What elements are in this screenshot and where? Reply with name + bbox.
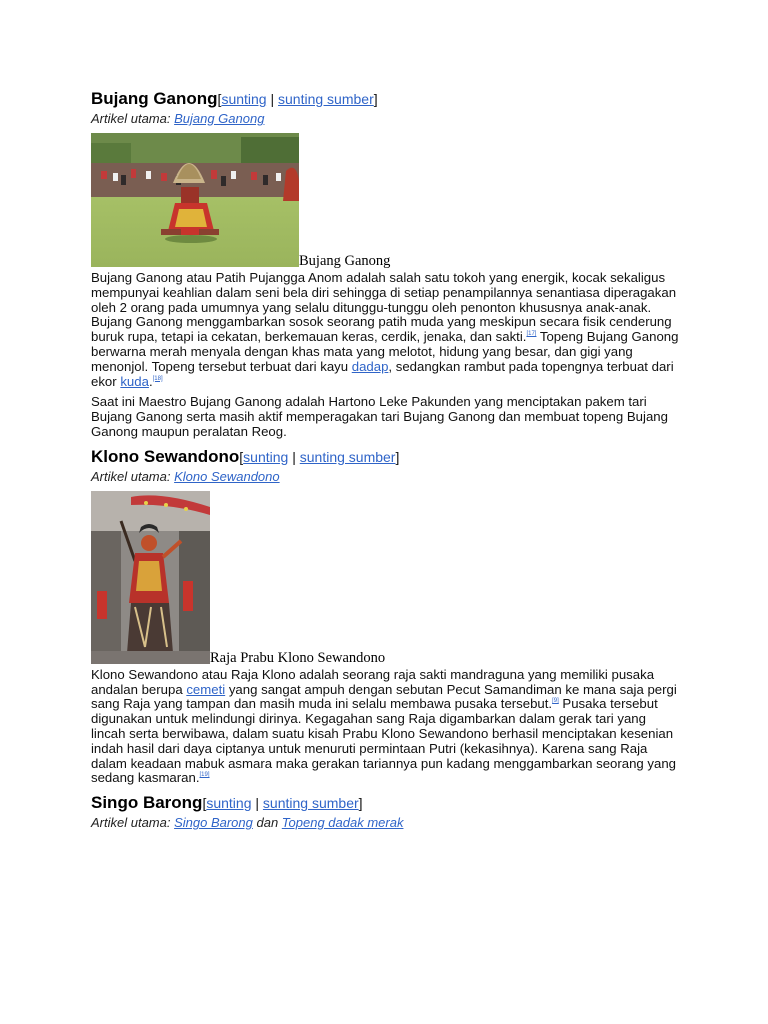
reference-link[interactable]: [17] <box>526 331 537 338</box>
inline-link-kuda[interactable]: kuda <box>120 373 149 389</box>
text: Klono Sewandono atau Raja Klono adalah seorang raja sakti mandraguna yang memiliki pusaka andalan berupa <box>91 666 655 697</box>
main-article-note <box>91 110 681 127</box>
conjunction: dan <box>252 815 282 831</box>
bracket-close: ] <box>358 795 363 812</box>
main-article-note <box>91 814 681 831</box>
figure-caption: Bujang Ganong <box>299 253 391 269</box>
main-article-link[interactable]: Bujang Ganong <box>174 111 265 126</box>
bracket-close: ] <box>395 448 400 465</box>
main-article-link[interactable]: Singo Barong <box>174 815 253 831</box>
figure-klono-sewandono <box>91 491 681 664</box>
main-article-link-2[interactable]: Topeng dadak merak <box>281 815 404 831</box>
inline-link-dadap[interactable]: dadap <box>351 358 389 374</box>
edit-source-link[interactable]: sunting sumber <box>299 448 396 465</box>
reference-marker[interactable] <box>153 376 163 382</box>
main-article-prefix: Artikel utama: <box>91 111 175 126</box>
edit-link[interactable]: sunting <box>206 795 252 812</box>
bracket-open: [ <box>217 91 222 107</box>
paragraph <box>91 668 681 786</box>
klono-photo[interactable] <box>91 491 210 664</box>
section-heading-singo-barong <box>91 792 681 814</box>
edit-link[interactable]: sunting <box>221 91 267 107</box>
text: Pusaka tersebut digunakan untuk melindungi dirinya. Kegagahan sang Raja digambarkan dalam gerak tari yang lincah serta berwibawa, dalam suatu kisah Prabu Klono Sewandono berhasil menciptakan kesenian indah hasil dari daya ciptanya untuk menuruti permintaan Putri (kekasihnya). Karena sang Raja dalam keadaan mabuk asmara maka gerakan tariannya pun kadang menggambarkan seorang yang sedang kasmaran. <box>91 696 677 786</box>
reference-marker[interactable] <box>526 331 536 337</box>
edit-source-link[interactable]: sunting sumber <box>278 91 374 107</box>
heading-text: Bujang Ganong <box>91 89 218 108</box>
edit-separator: | <box>251 795 263 812</box>
figure-caption: Raja Prabu Klono Sewandono <box>210 649 386 666</box>
paragraph: Saat ini Maestro Bujang Ganong adalah Hartono Leke Pakunden yang menciptakan pakem tari Bujang Ganong serta masih aktif memperagakan tari Bujang Ganong dan membuat topeng Bujang Ganong maupun peralatan Reog. <box>91 394 668 439</box>
main-article-prefix: Artikel utama: <box>91 815 175 831</box>
main-article-note <box>91 468 681 485</box>
inline-link-cemeti[interactable]: cemeti <box>186 681 226 697</box>
reference-link[interactable]: [18] <box>152 375 163 382</box>
bracket-open: [ <box>202 795 207 812</box>
edit-links <box>239 449 399 465</box>
edit-links <box>218 91 378 107</box>
main-article-link[interactable]: Klono Sewandono <box>174 468 280 484</box>
bracket-close: ] <box>373 91 378 107</box>
reference-marker[interactable] <box>552 698 559 704</box>
section-heading-bujang-ganong <box>91 88 681 110</box>
article-content <box>91 88 681 837</box>
reference-link[interactable]: [9] <box>552 698 559 705</box>
text: Bujang Ganong atau Patih Pujangga Anom adalah salah satu tokoh yang energik, kocak sekaligus mempunyai keahlian dalam seni bela diri sehingga di setiap penampilannya senantiasa diperagakan oleh 2 orang pada umumnya yang selalu ditunggu-tunggu oleh penonton khususnya anak-anak. Bujang Ganong menggambarkan sosok seorang patih muda yang meskipun secara fisik cenderung buruk rupa, tetapi ia cekatan, berkemauan keras, cerdik, jenaka, dan sakti. <box>91 270 677 345</box>
paragraph <box>91 271 681 389</box>
text: . <box>148 373 153 389</box>
dancer-photo[interactable] <box>91 133 299 267</box>
edit-separator: | <box>288 448 300 465</box>
text: , sedangkan rambut pada topengnya terbuat dari ekor <box>91 358 674 389</box>
figure-bujang-ganong <box>91 133 681 267</box>
reference-link[interactable]: [19] <box>199 772 210 779</box>
edit-separator: | <box>266 91 279 107</box>
text: Topeng Bujang Ganong berwarna merah menyala dengan khas mata yang melotot, hidung yang besar, dan gigi yang menonjol. Topeng tersebut terbuat dari kayu <box>91 329 679 374</box>
heading-text: Klono Sewandono <box>91 446 240 466</box>
edit-source-link[interactable]: sunting sumber <box>262 795 359 812</box>
edit-link[interactable]: sunting <box>243 448 289 465</box>
edit-links <box>202 795 362 811</box>
main-article-prefix: Artikel utama: <box>91 468 175 484</box>
heading-text: Singo Barong <box>91 793 203 813</box>
bracket-open: [ <box>239 448 244 465</box>
text: yang sangat ampuh dengan sebutan Pecut Samandiman ke mana saja pergi sang Raja yang tampan dan masih muda ini selalu membawa pusaka tersebut. <box>91 681 677 712</box>
section-heading-klono-sewandono <box>91 446 681 468</box>
reference-marker[interactable] <box>200 772 210 778</box>
